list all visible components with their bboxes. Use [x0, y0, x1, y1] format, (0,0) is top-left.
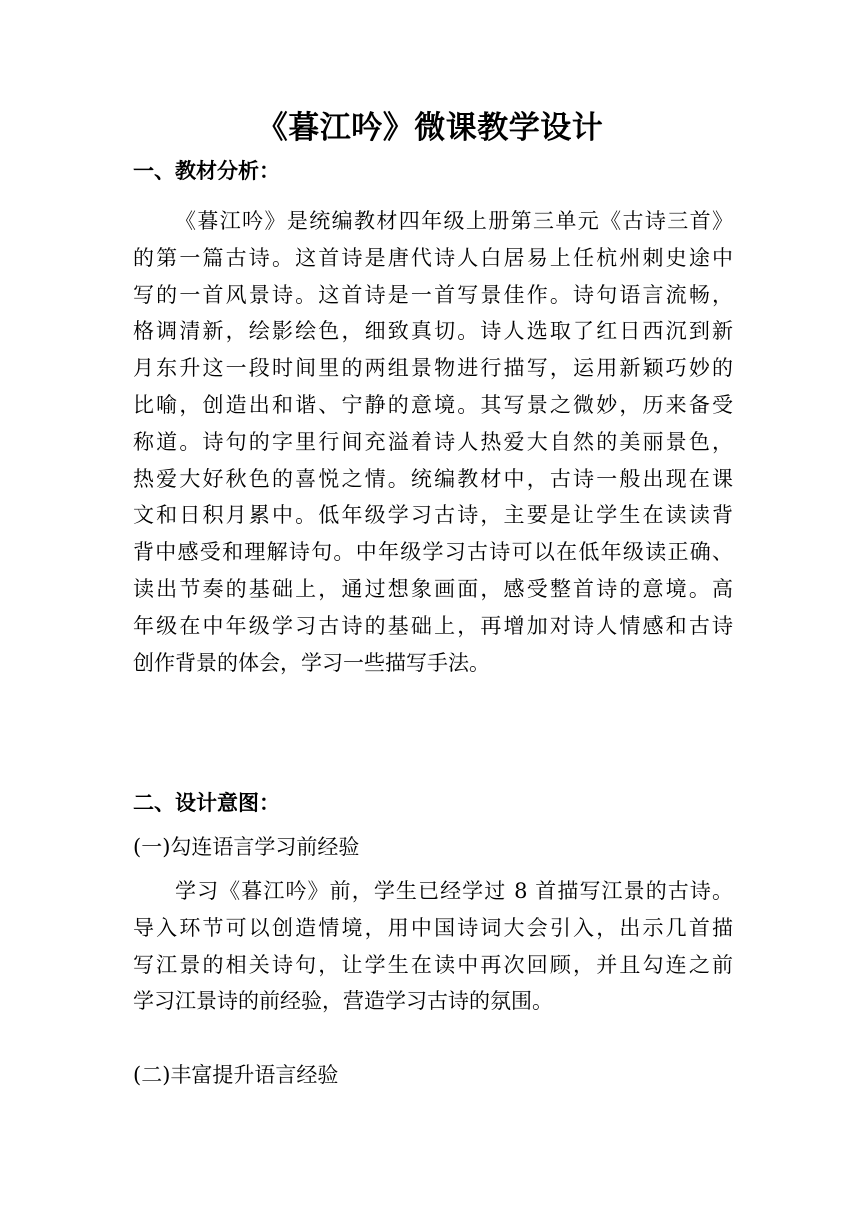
paragraph-line: 称道。诗句的字里行间充溢着诗人热爱大自然的美丽景色， [133, 429, 733, 454]
paragraph-line: 学习江景诗的前经验，营造学习古诗的氛围。 [133, 989, 553, 1014]
subheading-enrich-experience: (二)丰富提升语言经验 [133, 1063, 339, 1087]
paragraph-line: 格调清新，绘影绘色，细致真切。诗人选取了红日西沉到新 [133, 319, 733, 344]
subheading-prior-experience: (一)勾连语言学习前经验 [133, 835, 360, 859]
paragraph-line: 的第一篇古诗。这首诗是唐代诗人白居易上任杭州刺史途中 [133, 245, 733, 270]
paragraph-line: 背中感受和理解诗句。中年级学习古诗可以在低年级读正确、 [133, 540, 733, 565]
paragraph-line: 读出节奏的基础上，通过想象画面，感受整首诗的意境。高 [133, 576, 733, 601]
paragraph-line: 《暮江吟》是统编教材四年级上册第三单元《古诗三首》 [175, 209, 733, 233]
paragraph-line: 学习《暮江吟》前，学生已经学过 8 首描写江景的古诗。 [175, 879, 733, 903]
paragraph-line: 写江景的相关诗句，让学生在读中再次回顾，并且勾连之前 [133, 952, 733, 977]
paragraph-prior-experience [133, 873, 733, 1020]
document-title: 《暮江吟》微课教学设计 [256, 110, 604, 146]
paragraph-line: 文和日积月累中。低年级学习古诗，主要是让学生在读读背 [133, 503, 733, 528]
section-heading-textbook-analysis: 一、教材分析： [133, 159, 280, 183]
paragraph-textbook-analysis [133, 203, 733, 681]
paragraph-line: 导入环节可以创造情境，用中国诗词大会引入，出示几首描 [133, 915, 733, 940]
paragraph-line: 月东升这一段时间里的两组景物进行描写，运用新颖巧妙的 [133, 356, 733, 381]
paragraph-line: 热爱大好秋色的喜悦之情。统编教材中，古诗一般出现在课 [133, 466, 733, 491]
paragraph-line: 年级在中年级学习古诗的基础上，再增加对诗人情感和古诗 [133, 613, 733, 638]
paragraph-line: 写的一首风景诗。这首诗是一首写景佳作。诗句语言流畅， [133, 282, 733, 307]
section-heading-design-intent: 二、设计意图： [133, 791, 280, 815]
paragraph-line: 创作背景的体会，学习一些描写手法。 [133, 650, 490, 675]
paragraph-line: 比喻，创造出和谐、宁静的意境。其写景之微妙，历来备受 [133, 392, 733, 417]
